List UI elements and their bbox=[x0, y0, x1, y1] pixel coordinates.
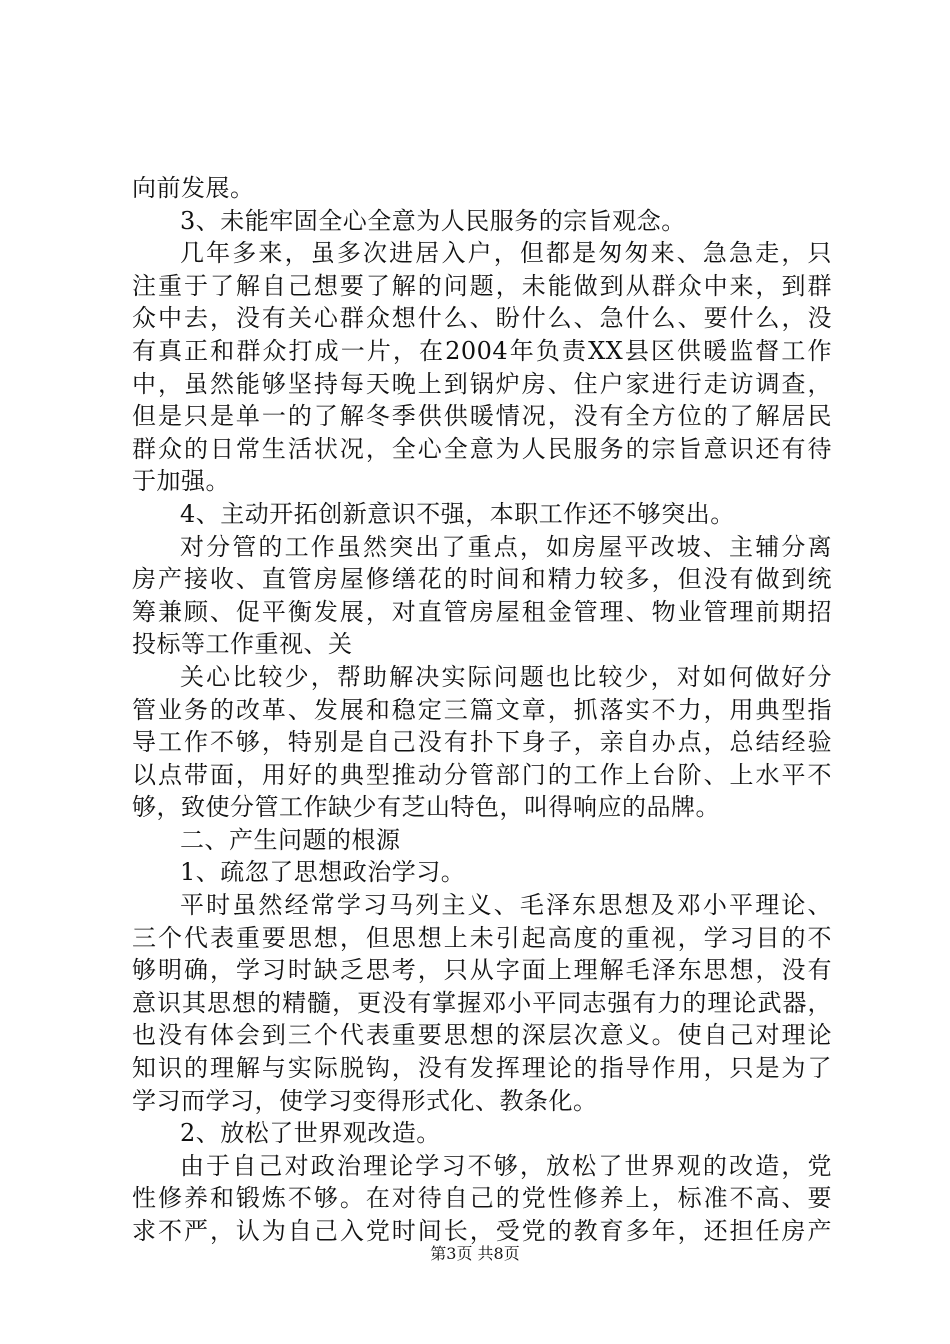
text-line: 三个代表重要思想，但思想上未引起高度的重视，学习目的不 bbox=[132, 923, 832, 952]
text-line: 2、放松了世界观改造。 bbox=[180, 1119, 441, 1148]
text-line: 投标等工作重视、关 bbox=[132, 630, 353, 659]
text-line: 于加强。 bbox=[132, 467, 230, 496]
text-line: 筹兼顾、促平衡发展，对直管房屋租金管理、物业管理前期招 bbox=[132, 597, 832, 626]
text-line: 也没有体会到三个代表重要思想的深层次意义。使自己对理论 bbox=[132, 1021, 832, 1050]
text-line: 有真正和群众打成一片，在2004年负责XX县区供暖监督工作 bbox=[132, 336, 832, 365]
text-line: 以点带面，用好的典型推动分管部门的工作上台阶、上水平不 bbox=[132, 760, 832, 789]
text-line: 够，致使分管工作缺少有芝山特色，叫得响应的品牌。 bbox=[132, 793, 720, 822]
text-line: 众中去，没有关心群众想什么、盼什么、急什么、要什么，没 bbox=[132, 304, 832, 333]
text-line: 平时虽然经常学习马列主义、毛泽东思想及邓小平理论、 bbox=[180, 891, 832, 920]
text-line: 向前发展。 bbox=[132, 174, 255, 202]
text-line: 中，虽然能够坚持每天晚上到锅炉房、住户家进行走访调查， bbox=[132, 369, 832, 398]
text-line: 由于自己对政治理论学习不够，放松了世界观的改造，党 bbox=[180, 1151, 832, 1180]
text-line: 3、未能牢固全心全意为人民服务的宗旨观念。 bbox=[180, 206, 686, 235]
text-line: 二、产生问题的根源 bbox=[180, 825, 401, 854]
text-line: 够明确，学习时缺乏思考，只从字面上理解毛泽东思想，没有 bbox=[132, 956, 832, 985]
text-line: 管业务的改革、发展和稳定三篇文章，抓落实不力，用典型指 bbox=[132, 695, 832, 724]
text-line: 几年多来，虽多次进居入户，但都是匆匆来、急急走，只 bbox=[180, 239, 832, 268]
text-line: 意识其思想的精髓，更没有掌握邓小平同志强有力的理论武器， bbox=[132, 988, 832, 1017]
text-line: 群众的日常生活状况，全心全意为人民服务的宗旨意识还有待 bbox=[132, 434, 832, 463]
text-line: 注重于了解自己想要了解的问题，未能做到从群众中来，到群 bbox=[132, 271, 832, 300]
text-line: 学习而学习，使学习变得形式化、教条化。 bbox=[132, 1086, 598, 1115]
text-line: 1、疏忽了思想政治学习。 bbox=[180, 858, 466, 887]
text-line: 关心比较少，帮助解决实际问题也比较少，对如何做好分 bbox=[180, 662, 832, 691]
text-line: 房产接收、直管房屋修缮花的时间和精力较多，但没有做到统 bbox=[132, 565, 832, 594]
text-line: 但是只是单一的了解冬季供供暖情况，没有全方位的了解居民 bbox=[132, 402, 832, 431]
text-line: 导工作不够，特别是自己没有扑下身子，亲自办点，总结经验 bbox=[132, 728, 832, 757]
text-line: 性修养和锻炼不够。在对待自己的党性修养上，标准不高、要 bbox=[132, 1184, 832, 1213]
text-line: 知识的理解与实际脱钩，没有发挥理论的指导作用，只是为了 bbox=[132, 1054, 832, 1083]
text-line: 对分管的工作虽然突出了重点，如房屋平改坡、主辅分离 bbox=[180, 532, 832, 561]
page-footer: 第3页 共8页 bbox=[430, 1244, 520, 1263]
text-line: 求不严，认为自己入党时间长，受党的教育多年，还担任房产 bbox=[132, 1217, 832, 1245]
text-line: 4、主动开拓创新意识不强，本职工作还不够突出。 bbox=[180, 499, 735, 528]
document-body bbox=[132, 172, 832, 1248]
